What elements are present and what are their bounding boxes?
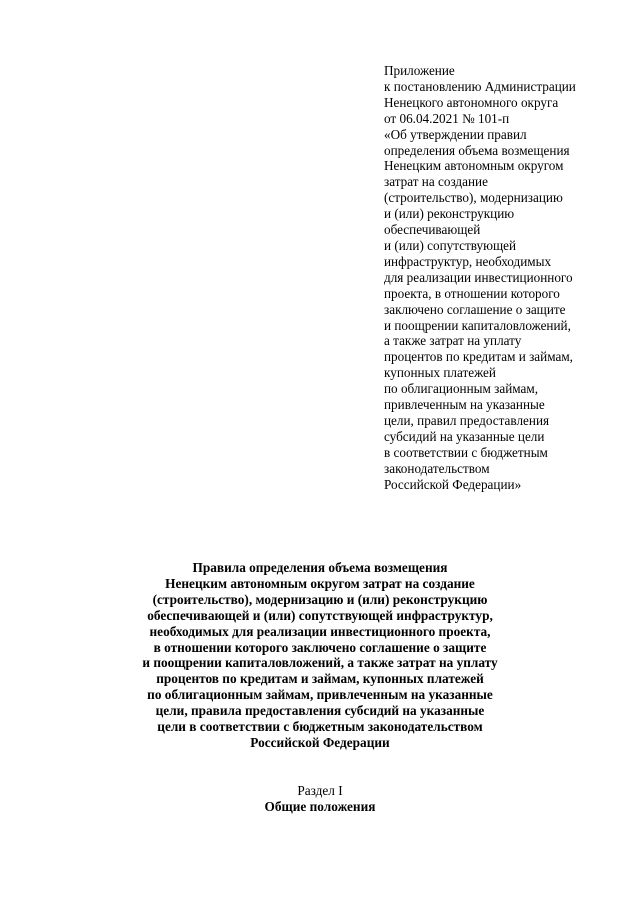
appendix-line: к постановлению Администрации bbox=[384, 78, 576, 94]
title-line: и поощрении капиталовложений, а также затрат на уплату bbox=[142, 655, 498, 671]
appendix-line: Приложение bbox=[384, 63, 455, 78]
section-number: Раздел I bbox=[297, 783, 343, 798]
appendix-line: для реализации инвестиционного bbox=[384, 269, 573, 285]
appendix-block bbox=[384, 63, 624, 492]
title-line: (строительство), модернизацию и (или) реконструкцию bbox=[152, 591, 488, 607]
appendix-line: цели, правил предоставления bbox=[384, 412, 550, 428]
title-line: процентов по кредитам и займам, купонных платежей bbox=[156, 671, 484, 687]
appendix-line: Российской Федерации» bbox=[384, 476, 522, 492]
appendix-line: привлеченным на указанные bbox=[384, 397, 545, 413]
appendix-line: (строительство), модернизацию bbox=[384, 190, 563, 206]
appendix-line: проекта, в отношении которого bbox=[384, 285, 560, 301]
appendix-line: субсидий на указанные цели bbox=[384, 428, 545, 444]
appendix-line: от 06.04.2021 № 101-п bbox=[384, 110, 510, 126]
appendix-line: Ненецкого автономного округа bbox=[384, 94, 559, 110]
title-line: Российской Федерации bbox=[250, 734, 390, 750]
appendix-line: Ненецким автономным округом bbox=[384, 158, 564, 174]
title-line: обеспечивающей и (или) сопутствующей инфраструктур, bbox=[147, 607, 493, 623]
title-line: Правила определения объема возмещения bbox=[192, 560, 448, 575]
appendix-line: законодательством bbox=[384, 460, 490, 476]
title-line: цели в соответствии с бюджетным законодательством bbox=[157, 719, 483, 735]
title-line: Ненецким автономным округом затрат на создание bbox=[165, 575, 475, 591]
appendix-line: и (или) реконструкцию bbox=[384, 206, 515, 222]
appendix-line: «Об утверждении правил bbox=[384, 126, 527, 142]
title-line: необходимых для реализации инвестиционного проекта, bbox=[149, 623, 491, 639]
appendix-line: процентов по кредитам и займам, bbox=[384, 349, 573, 365]
appendix-line: обеспечивающей bbox=[384, 222, 481, 238]
section-heading: Общие положения bbox=[264, 799, 376, 814]
appendix-line: заключено соглашение о защите bbox=[384, 301, 566, 317]
appendix-line: и (или) сопутствующей bbox=[384, 237, 517, 253]
appendix-line: купонных платежей bbox=[384, 365, 496, 381]
appendix-line: затрат на создание bbox=[384, 174, 488, 190]
appendix-line: инфраструктур, необходимых bbox=[384, 253, 552, 269]
appendix-line: а также затрат на уплату bbox=[384, 333, 522, 349]
title-line: в отношении которого заключено соглашение о защите bbox=[153, 639, 487, 655]
title-line: цели, правила предоставления субсидий на указанные bbox=[155, 703, 485, 719]
appendix-line: по облигационным займам, bbox=[384, 381, 539, 397]
document-title bbox=[0, 560, 640, 751]
appendix-line: определения объема возмещения bbox=[384, 142, 570, 158]
appendix-line: и поощрении капиталовложений, bbox=[384, 317, 571, 333]
title-line: по облигационным займам, привлеченным на указанные bbox=[147, 687, 493, 703]
appendix-line: в соответствии с бюджетным bbox=[384, 444, 548, 460]
